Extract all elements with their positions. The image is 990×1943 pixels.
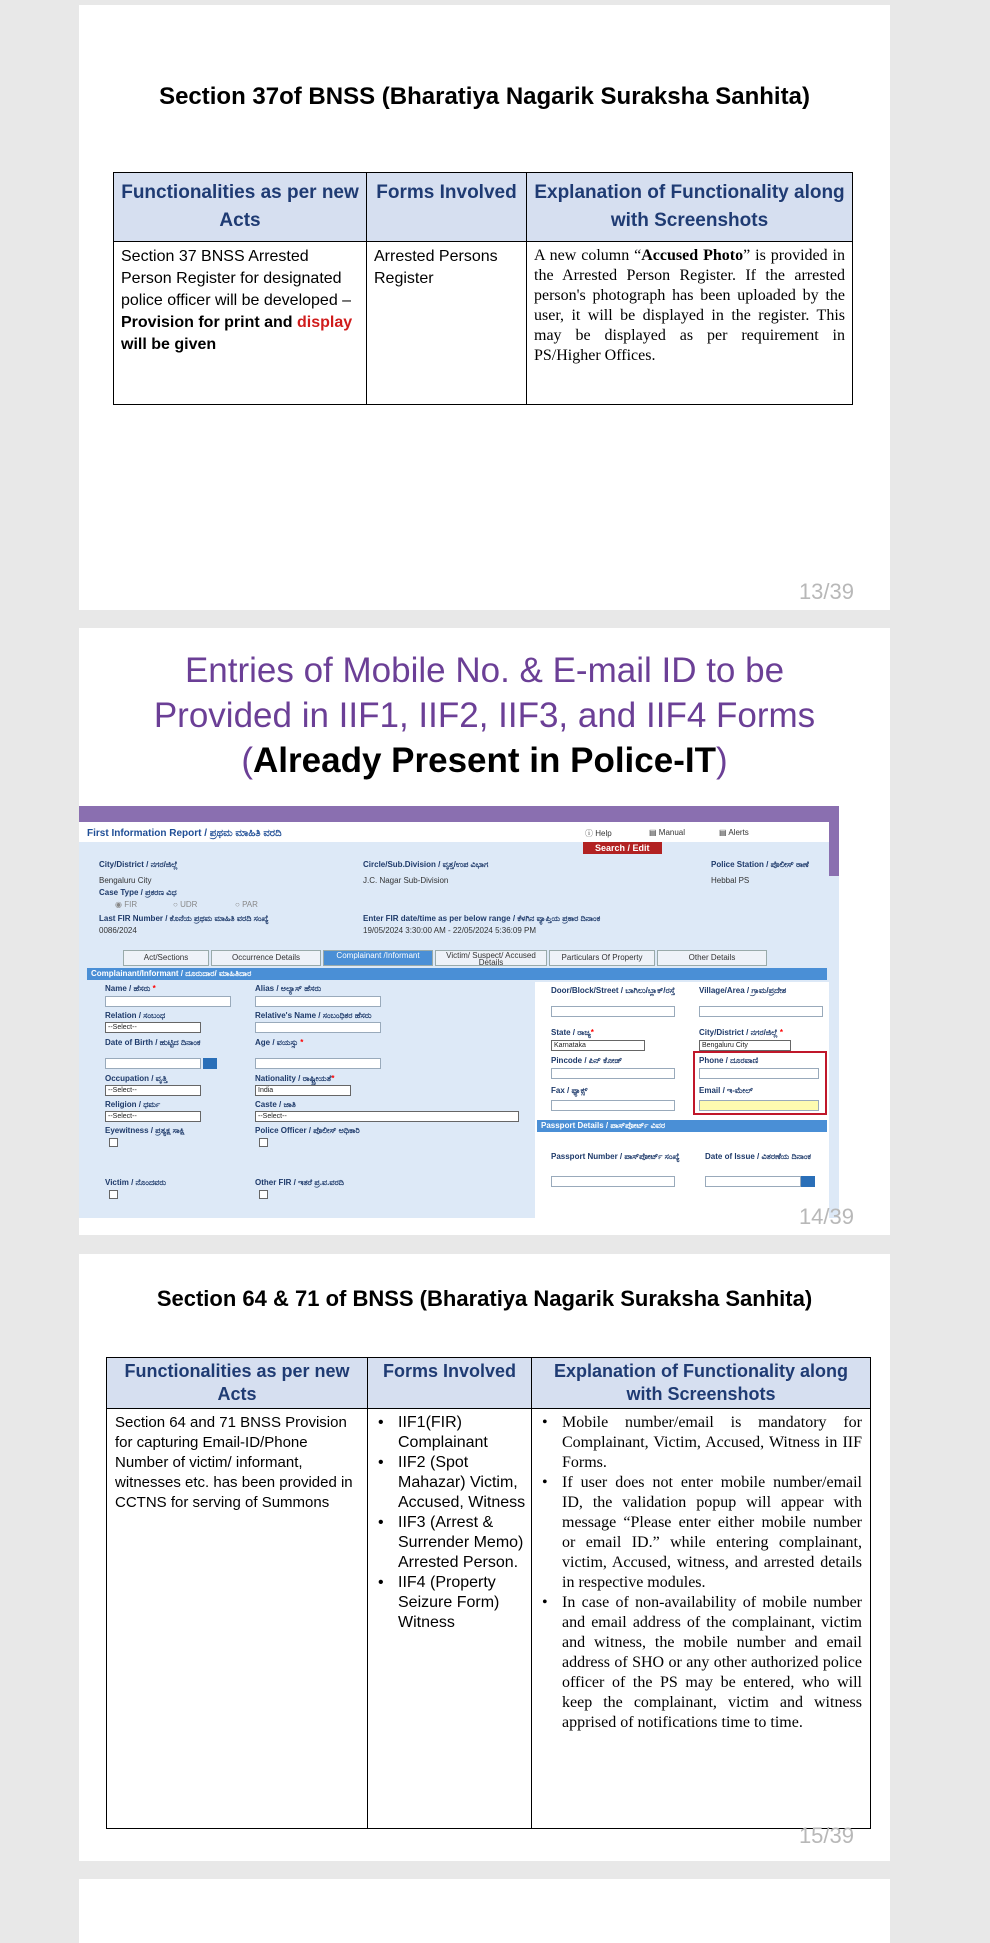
pincode-input[interactable] [551,1068,675,1079]
title-line-1: Entries of Mobile No. & E-mail ID to be [184,651,785,690]
tab-other[interactable]: Other Details [657,950,767,966]
state-text: State / ರಾಜ್ಯ [551,1028,591,1037]
city2-select[interactable]: Bengaluru City [699,1040,791,1051]
occupation-select[interactable]: --Select-- [105,1085,201,1096]
phone-label: Phone / ದೂರವಾಣಿ [699,1056,759,1065]
form-item [376,1413,527,1453]
title-line-3 [79,738,890,783]
tab-property[interactable]: Particulars Of Property [549,950,655,966]
top-bar [79,806,839,822]
city2-text: City/District / ನಗರ/ಜಿಲ್ಲೆ [699,1028,778,1037]
col-header-functionalities: Functionalities as per new Acts [107,1358,368,1409]
passport-section-bar: Passport Details / ಪಾಸ್‌ಪೋರ್ಟ್ ವಿವರ [537,1120,827,1132]
explanation-text-b: ” is provided in the Arrested Person Register. If the arrested person's photograph has been uploaded by the user, it will be displayed in the register. This may be displayed as per requirement in PS/Higher Offices. [534,247,845,364]
last-fir-value: 0086/2024 [99,926,137,935]
police-officer-checkbox[interactable] [259,1138,268,1147]
religion-label: Religion / ಧರ್ಮ [105,1100,161,1109]
explanation-cell [532,1409,871,1829]
title-bold: Already Present in Police-IT [253,741,716,780]
name-label: Name / ಹೆಸರು * [105,984,156,993]
manual-link[interactable]: ▤ Manual [649,828,686,837]
age-input[interactable] [255,1058,381,1069]
page-15 [79,1254,890,1861]
date-issue-input[interactable] [705,1176,801,1187]
col-header-explanation: Explanation of Functionality along with Screenshots [532,1358,871,1409]
case-type-label: Case Type / ಪ್ರಕರಣ ವಿಧ [99,888,177,897]
page-number: 13/39 [798,579,854,604]
col-header-explanation: Explanation of Functionality along with Screenshots [527,173,853,242]
victim-label: Victim / ನೊಂದವರು [105,1178,167,1187]
relation-label: Relation / ಸಂಬಂಧ [105,1011,166,1020]
other-fir-checkbox[interactable] [259,1190,268,1199]
police-officer-label: Police Officer / ಪೊಲೀಸ್ ಅಧಿಕಾರಿ [255,1126,360,1135]
tab-victim-accused[interactable]: Victim/ Suspect/ Accused Details [435,950,547,966]
help-link[interactable]: ⓘ Help [585,829,612,838]
form-item [376,1453,527,1513]
door-input[interactable] [551,1006,675,1017]
col-header-forms: Forms Involved [368,1358,532,1409]
last-fir-label: Last FIR Number / ಕೊನೆಯ ಪ್ರಥಮ ಮಾಹಿತಿ ವರದಿ ಸಂಖ್ಯೆ [99,914,269,923]
functionality-cell: Section 64 and 71 BNSS Provision for capturing Email-ID/Phone Number of victim/ informant, witnesses etc. has been provided in CCTNS for serving of Summons [107,1409,368,1829]
form-item-text: IIF4 (Property Seizure Form) Witness [398,1574,500,1631]
bullet-icon: • [542,1474,548,1491]
page-title: Section 37of BNSS (Bharatiya Nagarik Suraksha Sanhita) [159,83,810,110]
explanation-item-text: In case of non-availability of mobile number and email address of the complainant, victim and witness, the mobile number and email address of SHO or any other authorized police officer of the PS may be entered, who will keep the complainant, victim and witness apprised of notifications time to time. [562,1594,862,1731]
village-input[interactable] [699,1006,823,1017]
circle-value: J.C. Nagar Sub-Division [363,876,449,885]
age-label: Age / ವಯಸ್ಸು * [255,1038,304,1047]
city2-label: City/District / ನಗರ/ಜಿಲ್ಲೆ * [699,1028,783,1037]
bullet-icon: • [378,1414,384,1431]
radio-fir-label: FIR [124,900,138,909]
accused-photo-label: Accused Photo [641,247,744,264]
village-label: Village/Area / ಗ್ರಾಮ/ಪ್ರದೇಶ [699,986,787,995]
city-label: City/District / ನಗರ/ಜಿಲ್ಲೆ [99,860,178,869]
title-line-2: Provided in IIF1, IIF2, IIF3, and IIF4 Forms [153,696,816,735]
bullet-icon: • [378,1454,384,1471]
caste-label: Caste / ಜಾತಿ [255,1100,296,1109]
dob-input[interactable] [105,1058,201,1069]
page-number: 15/39 [798,1823,854,1848]
display-highlight: display [297,314,353,331]
ps-label: Police Station / ಪೊಲೀಸ್ ಠಾಣೆ [711,860,809,869]
bullet-icon: • [542,1414,548,1431]
explanation-item-text: Mobile number/email is mandatory for Complainant, Victim, Accused, Witness in IIF Forms. [562,1414,862,1471]
alerts-link[interactable]: ▤ Alerts [719,828,749,837]
explanation-item-text: If user does not enter mobile number/email ID, the validation popup will appear with message “Please enter either mobile number or email ID.” while entering complainant, victim, Accused, witness, and arrested details in respective modules. [562,1474,862,1591]
state-select[interactable]: Karnataka [551,1040,645,1051]
explanation-cell [527,242,853,405]
email-label: Email / ಇ-ಮೇಲ್ [699,1086,753,1095]
name-text: Name / ಹೆಸರು [105,984,151,993]
radio-par[interactable]: ○ PAR [235,900,258,909]
form-item-text: IIF3 (Arrest & Surrender Memo) Arrested Person. [398,1514,524,1571]
passport-number-input[interactable] [551,1176,675,1187]
calendar-icon[interactable] [801,1176,815,1187]
calendar-icon[interactable] [203,1058,217,1069]
form-item [376,1513,527,1573]
relatives-name-input[interactable] [255,1022,381,1033]
radio-udr-label: UDR [180,900,198,909]
enter-fir-value: 19/05/2024 3:30:00 AM - 22/05/2024 5:36:09 PM [363,926,537,935]
circle-label: Circle/Sub.Division / ವೃತ್ತ/ಉಪ ವಿಭಾಗ [363,860,489,869]
bullet-icon: • [542,1594,548,1611]
functionality-table [106,1357,871,1829]
tab-complainant[interactable]: Complainant /Informant [323,950,433,966]
manual-label: Manual [658,828,686,837]
eyewitness-label: Eyewitness / ಪ್ರತ್ಯಕ್ಷ ಸಾಕ್ಷಿ [105,1126,185,1135]
page-title [79,648,890,783]
relation-select[interactable]: --Select-- [105,1022,201,1033]
paren-open: ( [241,741,254,780]
paren-close: ) [715,741,728,780]
state-label: State / ರಾಜ್ಯ* [551,1028,594,1037]
help-label: Help [595,829,612,838]
page-14 [79,628,890,1235]
side-bar [829,806,839,876]
forms-cell [368,1409,532,1829]
fax-input[interactable] [551,1100,675,1111]
other-fir-label: Other FIR / ಇತರೆ ಪ್ರ.ವ.ವರದಿ [255,1178,344,1187]
explanation-text-a: A new column “ [534,247,642,264]
tab-act-sections[interactable]: Act/Sections [123,950,209,966]
name-input[interactable] [105,996,231,1007]
page-16 [79,1879,890,1943]
dob-label: Date of Birth / ಹುಟ್ಟಿದ ದಿನಾಂಕ [105,1038,201,1047]
victim-checkbox[interactable] [109,1190,118,1199]
page-number: 14/39 [798,1204,854,1229]
nationality-label: Nationality / ರಾಷ್ಟ್ರೀಯತೆ* [255,1074,335,1083]
alias-label: Alias / ಅಲ್ಯಾಸ್ ಹೆಸರು [255,984,322,993]
pincode-label: Pincode / ಪಿನ್ ಕೋಡ್ [551,1056,623,1065]
form-item [376,1573,527,1633]
radio-par-label: PAR [242,900,258,909]
passport-number-label: Passport Number / ಪಾಸ್‌ಪೋರ್ಟ್ ಸಂಖ್ಯೆ [551,1152,680,1161]
alias-input[interactable] [255,996,381,1007]
radio-fir[interactable]: ◉ FIR [115,900,138,909]
occupation-label: Occupation / ವೃತ್ತಿ [105,1074,168,1083]
explanation-list [540,1413,862,1733]
eyewitness-checkbox[interactable] [109,1138,118,1147]
fir-title: First Information Report / ಪ್ರಥಮ ಮಾಹಿತಿ ವರದಿ [87,828,282,839]
forms-list [376,1413,527,1633]
religion-select[interactable]: --Select-- [105,1111,201,1122]
fir-screenshot [79,806,839,1218]
form-item-text: IIF1(FIR) Complainant [398,1414,488,1451]
ps-value: Hebbal PS [711,876,750,885]
nationality-select[interactable]: India [255,1085,351,1096]
phone-email-highlight [693,1051,827,1115]
search-edit-button[interactable]: Search / Edit [583,842,662,854]
enter-fir-label: Enter FIR date/time as per below range / ಕೆಳಗಿನ ವ್ಯಾಪ್ತಿಯ ಪ್ರಕಾರ ದಿನಾಂಕ [363,914,601,923]
age-text: Age / ವಯಸ್ಸು [255,1038,299,1047]
functionality-bold-end: will be given [121,336,217,353]
form-item-text: IIF2 (Spot Mahazar) Victim, Accused, Witness [398,1454,526,1511]
fax-label: Fax / ಫ್ಯಾಕ್ಸ್ [551,1086,588,1095]
date-issue-label: Date of Issue / ವಿತರಣೆಯ ದಿನಾಂಕ [705,1152,812,1161]
relatives-name-label: Relative's Name / ಸಂಬಂಧಿಕರ ಹೆಸರು [255,1011,372,1020]
caste-select[interactable]: --Select-- [255,1111,519,1122]
alerts-label: Alerts [728,828,749,837]
functionality-bold: Provision for print and [121,314,298,331]
city-value: Bengaluru City [99,876,152,885]
explanation-item [540,1593,862,1733]
forms-cell: Arrested Persons Register [367,242,527,405]
explanation-item [540,1473,862,1593]
explanation-item [540,1413,862,1473]
tab-occurrence[interactable]: Occurrence Details [211,950,321,966]
bullet-icon: • [378,1574,384,1591]
functionality-cell [114,242,367,405]
complainant-section-bar: Complainant/Informant / ದೂರುದಾರ/ ಮಾಹಿತಿದಾರ [87,968,827,980]
col-header-functionalities: Functionalities as per new Acts [114,173,367,242]
functionality-table [113,172,853,405]
bullet-icon: • [378,1514,384,1531]
nationality-text: Nationality / ರಾಷ್ಟ್ರೀಯತೆ [255,1074,332,1083]
col-header-forms: Forms Involved [367,173,527,242]
functionality-text: Section 37 BNSS Arrested Person Register for designated police officer will be developed – [121,248,352,309]
door-label: Door/Block/Street / ಬಾಗಿಲು/ಬ್ಲಾಕ್/ರಸ್ತೆ [551,986,675,995]
page-13 [79,5,890,610]
page-title: Section 64 & 71 of BNSS (Bharatiya Nagarik Suraksha Sanhita) [156,1286,813,1311]
radio-udr[interactable]: ○ UDR [173,900,198,909]
